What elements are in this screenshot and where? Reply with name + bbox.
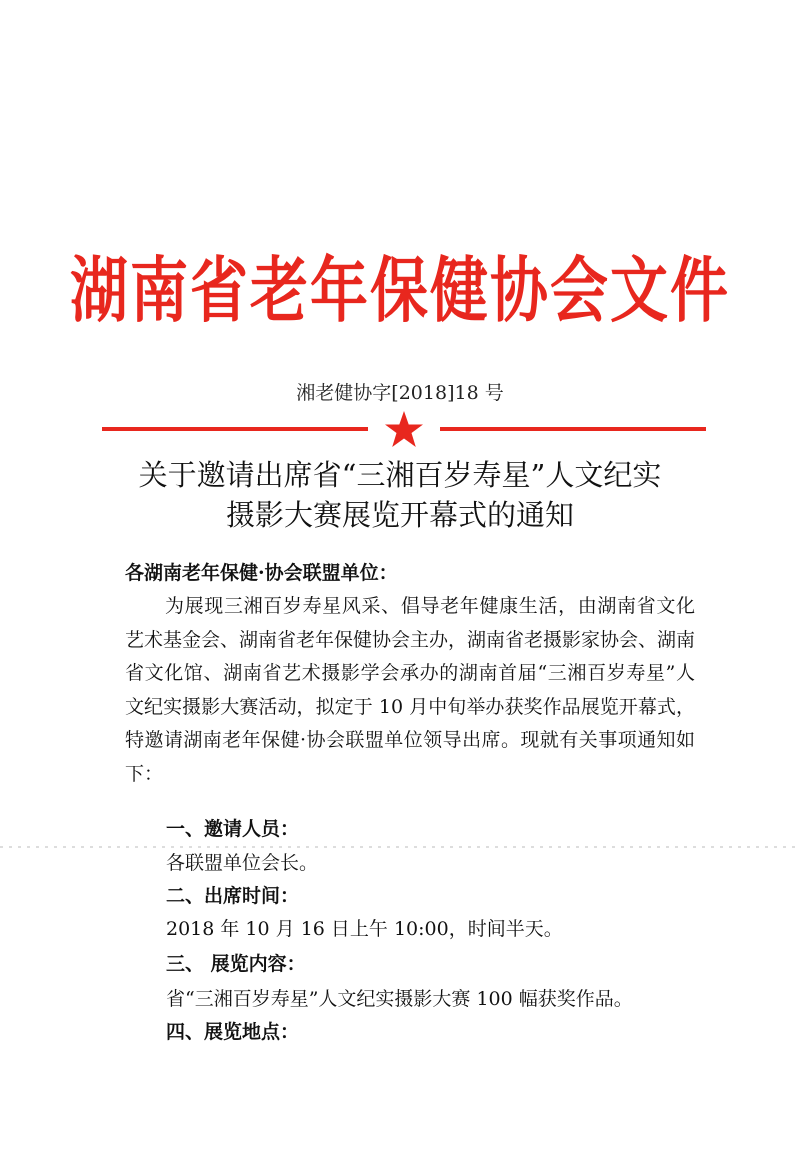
intro-paragraph: 为展现三湘百岁寿星风采、倡导老年健康生活，由湖南省文化艺术基金会、湖南省老年保健协会主办，湖南省老摄影家协会、湖南省文化馆、湖南省艺术摄影学会承办的湖南首届“三湘百岁寿星”人文纪实摄影大赛活动，拟定于 10 月中旬举办获奖作品展览开幕式，特邀请湖南老年保健·协会联盟单位领导出席。现就有关事项通知如下： — [125, 595, 696, 785]
section-1-heading: 一、邀请人员： — [166, 818, 300, 840]
document-number: 湘老健协字[2018]18 号 — [296, 382, 504, 404]
red-divider-right — [440, 427, 706, 431]
star-icon — [384, 410, 424, 448]
red-divider-left — [102, 427, 368, 431]
notice-title-line-1: 关于邀请出席省“三湘百岁寿星”人文纪实 — [138, 458, 662, 492]
section-4-heading: 四、展览地点： — [166, 1021, 300, 1043]
section-3-heading: 三、 展览内容： — [166, 953, 306, 975]
notice-title — [0, 455, 800, 535]
notice-title-line-2: 摄影大赛展览开幕式的通知 — [225, 498, 574, 532]
section-2-heading: 二、出席时间： — [166, 885, 300, 907]
section-2-content: 2018 年 10 月 16 日上午 10:00，时间半天。 — [166, 918, 563, 940]
salutation: 各湖南老年保健·协会联盟单位： — [125, 562, 398, 584]
scan-artifact-line — [0, 846, 800, 848]
section-3-content: 省“三湘百岁寿星”人文纪实摄影大赛 100 幅获奖作品。 — [166, 988, 633, 1010]
org-header-title: 湖南省老年保健协会文件 — [69, 249, 730, 333]
section-1-content: 各联盟单位会长。 — [166, 852, 319, 874]
